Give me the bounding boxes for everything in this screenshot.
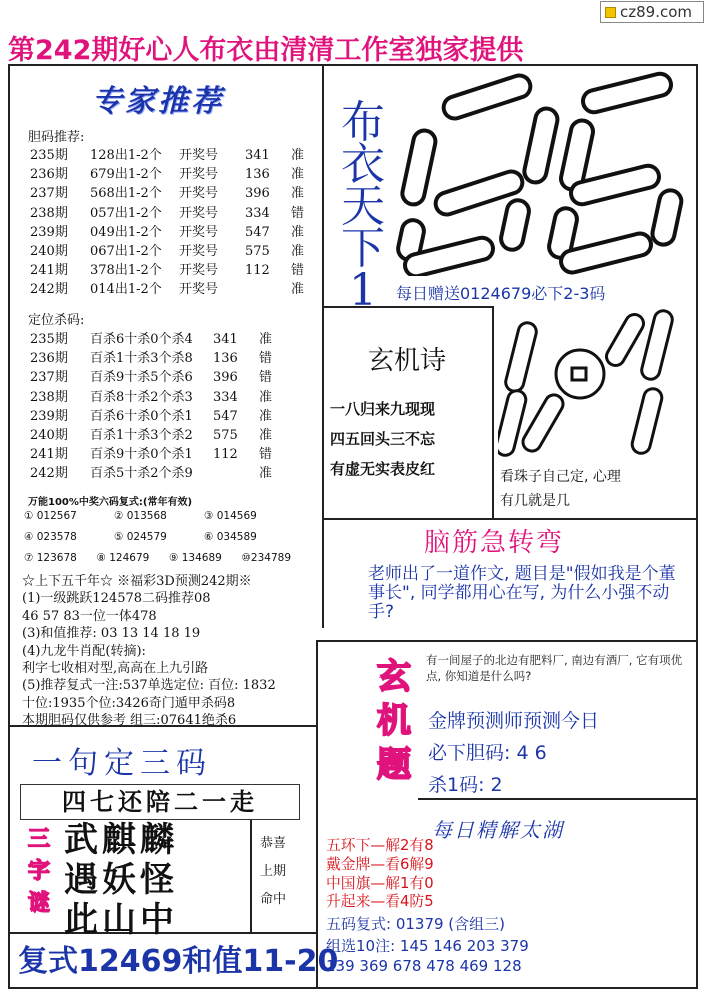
period-cell: 240期: [30, 244, 68, 260]
xuanji-ti-label: [370, 655, 418, 787]
combo-item: ④ 023578: [24, 531, 77, 543]
yiju-heading: 一句定三码: [32, 746, 212, 781]
riddle-line: 遇妖怪: [64, 860, 178, 900]
pick-cell: 百杀5十杀2个杀9: [90, 466, 193, 482]
table-row: [30, 426, 272, 445]
divider: [418, 798, 698, 800]
buyi-char: 天: [341, 181, 385, 232]
result-cell: 准: [291, 224, 305, 240]
table-row: [30, 445, 272, 464]
combo-item: ② 013568: [114, 510, 167, 522]
label-cell: 开奖号: [179, 167, 219, 183]
pos-table: [30, 330, 272, 484]
number-cell: 112: [213, 447, 238, 463]
number-cell: 547: [213, 408, 238, 424]
result-cell: 错: [291, 263, 305, 279]
gold-line: 金牌预测师预测今日: [428, 710, 600, 732]
daily-gift: 每日赠送0124679必下2-3码: [396, 284, 606, 303]
label-cell: 开奖号: [179, 282, 219, 298]
taihu-line: 戴金牌—看6解9: [326, 855, 434, 873]
pick-cell: 679出1-2个: [90, 167, 162, 183]
buyi-char: 布: [341, 97, 385, 148]
period-cell: 239期: [30, 408, 68, 424]
pick-cell: 057出1-2个: [90, 205, 162, 221]
pick-cell: 百杀1十杀3个杀8: [90, 351, 193, 367]
combo-item: ⑨ 134689: [169, 552, 222, 564]
buyi-vertical: [338, 97, 388, 316]
table-row: [30, 261, 304, 280]
note-line: ☆上下五千年☆ ※福彩3D预测242期※: [22, 574, 252, 589]
combo-row: [24, 527, 314, 548]
table-row: [30, 242, 304, 261]
poem-line: 有虚无实表皮红: [330, 460, 436, 478]
note-line: (4)九龙牛肖配(转摘):: [22, 643, 146, 659]
wuma-line: 组选10注: 145 146 203 379: [326, 937, 529, 955]
pos-label: 定位杀码:: [28, 313, 85, 328]
poem-line: 四五回头三不忘: [330, 430, 436, 448]
pick-cell: 百杀1十杀3个杀2: [90, 428, 193, 444]
result-cell: 错: [259, 351, 273, 367]
label-cell: 开奖号: [179, 224, 219, 240]
congrats-line: 恭喜: [260, 836, 287, 851]
period-cell: 235期: [30, 148, 68, 163]
pick-cell: 百杀9十杀5个杀6: [90, 370, 193, 386]
pick-cell: 568出1-2个: [90, 186, 162, 202]
period-cell: 236期: [30, 167, 68, 183]
pick-cell: 014出1-2个: [90, 282, 162, 298]
sanzimi-char: 谜: [27, 891, 50, 916]
number-cell: [213, 464, 259, 483]
pick-cell: 067出1-2个: [90, 244, 162, 260]
result-cell: 错: [259, 370, 273, 386]
page-title: 第242期好心人布衣由清清工作室独家提供: [8, 35, 524, 66]
brain-teaser-text: 老师出了一道作文, 题目是"假如我是个董事长", 同学都用心在写, 为什么小强不动手?: [368, 564, 676, 622]
period-cell: 238期: [30, 205, 68, 221]
pick-cell: 378出1-2个: [90, 263, 162, 279]
gold-line: 杀1码: 2: [428, 774, 503, 796]
notes: [22, 573, 276, 730]
result-cell: 准: [259, 466, 273, 482]
combo-item: ⑤ 024579: [114, 531, 167, 543]
period-cell: 235期: [30, 332, 68, 347]
xuanji-ti-question: 有一间屋子的北边有肥料厂, 南边有酒厂, 它有项优点, 你知道是什么吗?: [426, 653, 683, 683]
period-cell: 242期: [30, 466, 68, 482]
big-number-86: [394, 70, 694, 276]
yiju-answer: 四七还陪二一走: [20, 784, 300, 820]
result-cell: 准: [291, 244, 305, 260]
buyi-char: 下: [341, 223, 385, 274]
result-cell: 准: [291, 167, 305, 183]
combo-item: ⑦ 123678: [24, 552, 77, 564]
taihu-line: 五环下—解2有8: [326, 837, 434, 854]
number-cell: 334: [245, 205, 270, 221]
label-cell: 开奖号: [179, 186, 219, 202]
sanzimi-riddle: [64, 820, 178, 940]
site-name[interactable]: cz89.com: [620, 3, 693, 21]
wuma-line: 五码复式: 01379 (含组三): [326, 915, 506, 933]
riddle-line: 此山中: [64, 900, 178, 940]
pick-cell: 049出1-2个: [90, 224, 162, 240]
period-cell: 236期: [30, 351, 68, 367]
result-cell: 准: [259, 332, 273, 347]
number-cell: 396: [213, 370, 238, 386]
table-row: [30, 204, 304, 223]
buyi-char: 1: [349, 265, 377, 316]
taihu-lines: [326, 837, 434, 912]
period-cell: 240期: [30, 428, 68, 444]
bead-caption: 看珠子自己定, 心理: [500, 469, 621, 485]
combo-item: ⑥ 034589: [204, 531, 257, 543]
label-cell: 开奖号: [179, 263, 219, 279]
period-cell: 242期: [30, 282, 68, 298]
divider: [322, 518, 698, 520]
number-cell: 341: [245, 148, 270, 163]
result-cell: 准: [259, 408, 273, 424]
result-cell: 准: [259, 428, 273, 444]
dan-label: 胆码推荐:: [28, 130, 85, 145]
note-line: 利字七收相对型,高高在上九引路: [22, 661, 209, 677]
number-cell: 575: [245, 244, 270, 260]
number-cell: 575: [213, 428, 238, 444]
riddle-line: 武麒麟: [64, 820, 178, 860]
congrats-line: 上期: [260, 864, 287, 879]
fushi-line: 复式12469和值11-20: [18, 944, 339, 979]
combo-item: ① 012567: [24, 510, 77, 522]
gold-line: 必下胆码: 4 6: [428, 742, 547, 764]
table-row: [30, 464, 272, 483]
combo-label: 万能100%中奖六码复式:(常年有效): [28, 497, 193, 508]
table-row: [30, 165, 304, 184]
combo-item: ⑧ 124679: [96, 552, 150, 564]
combo-grid: [24, 506, 314, 569]
number-cell: 396: [245, 186, 270, 202]
pick-cell: 百杀8十杀2个杀3: [90, 389, 193, 405]
wuma-line: 139 369 678 478 469 128: [326, 957, 522, 975]
number-cell: 547: [245, 224, 270, 240]
table-row: [30, 349, 272, 368]
combo-row: [24, 548, 314, 569]
brain-teaser-heading: 脑筋急转弯: [424, 528, 565, 558]
period-cell: 238期: [30, 389, 68, 405]
poem-line: 一八归来九现现: [330, 400, 436, 418]
note-line: 本期胆码仅供参考 组三:07641绝杀6: [22, 713, 237, 729]
note-line: (3)和值推荐: 03 13 14 18 19: [22, 626, 201, 642]
divider: [322, 518, 324, 628]
pick-cell: 百杀9十杀0个杀1: [90, 447, 193, 463]
xuanji-ti-char: 玄: [377, 657, 411, 697]
pick-cell: 百杀6十杀0个杀1: [90, 408, 193, 424]
xuanji-ti-char: 题: [377, 745, 411, 785]
number-cell: 136: [245, 167, 270, 183]
site-logo-icon: [605, 7, 616, 18]
number-cell: 334: [213, 389, 238, 405]
period-cell: 239期: [30, 224, 68, 240]
table-row: [30, 184, 304, 203]
note-line: 十位:1935个位:3426奇门遁甲杀码8: [22, 695, 236, 711]
divider: [322, 64, 324, 518]
site-badge[interactable]: [600, 1, 704, 23]
result-cell: 错: [291, 205, 305, 221]
period-cell: 237期: [30, 370, 68, 386]
taihu-line: 升起来—看4防5: [326, 893, 434, 911]
combo-item: ③ 014569: [204, 510, 257, 522]
period-cell: 241期: [30, 447, 68, 463]
dan-table: [30, 146, 304, 300]
taihu-line: 中国旗—解1有0: [326, 874, 434, 892]
pick-cell: 128出1-2个: [90, 148, 162, 163]
table-row: [30, 223, 304, 242]
expert-heading: 专家推荐: [92, 84, 224, 119]
sanzimi-label: [20, 824, 58, 920]
note-line: 46 57 83一位一体478: [22, 608, 157, 624]
pick-cell: 百杀6十杀0个杀4: [90, 332, 193, 347]
note-line: (5)推荐复式一注:537单选定位: 百位: 1832: [22, 678, 276, 694]
result-cell: 错: [259, 447, 273, 463]
buyi-char: 衣: [341, 139, 385, 190]
number-cell: [245, 280, 291, 299]
table-row: [30, 407, 272, 426]
table-row: [30, 388, 272, 407]
xuanji-ti-char: 机: [377, 701, 411, 741]
number-cell: 341: [213, 332, 238, 347]
label-cell: 开奖号: [179, 205, 219, 221]
divider: [316, 640, 698, 642]
sanzimi-char: 三: [27, 827, 50, 852]
label-cell: 开奖号: [179, 148, 219, 163]
divider: [250, 820, 252, 932]
note-line: (1)一级跳跃124578二码推荐08: [22, 591, 211, 607]
number-cell: 136: [213, 351, 238, 367]
period-cell: 241期: [30, 263, 68, 279]
meiri-heading: 每日精解太湖: [432, 818, 564, 842]
congrats-line: 命中: [260, 892, 287, 907]
result-cell: 准: [291, 186, 305, 202]
sanzimi-char: 字: [27, 859, 50, 884]
number-cell: 112: [245, 263, 270, 279]
label-cell: 开奖号: [179, 244, 219, 260]
period-cell: 237期: [30, 186, 68, 202]
table-row: [30, 280, 304, 299]
divider: [492, 306, 494, 518]
result-cell: 准: [259, 389, 273, 405]
table-row: [30, 146, 304, 165]
combo-item: ⑩234789: [241, 552, 291, 564]
bead-caption: 有几就是几: [500, 493, 570, 509]
table-row: [30, 330, 272, 349]
xuanji-poem-heading: 玄机诗: [368, 346, 447, 376]
combo-row: [24, 506, 314, 527]
table-row: [30, 368, 272, 387]
result-cell: 准: [291, 282, 305, 298]
beads-graphic: [498, 306, 690, 466]
result-cell: 准: [291, 148, 305, 163]
